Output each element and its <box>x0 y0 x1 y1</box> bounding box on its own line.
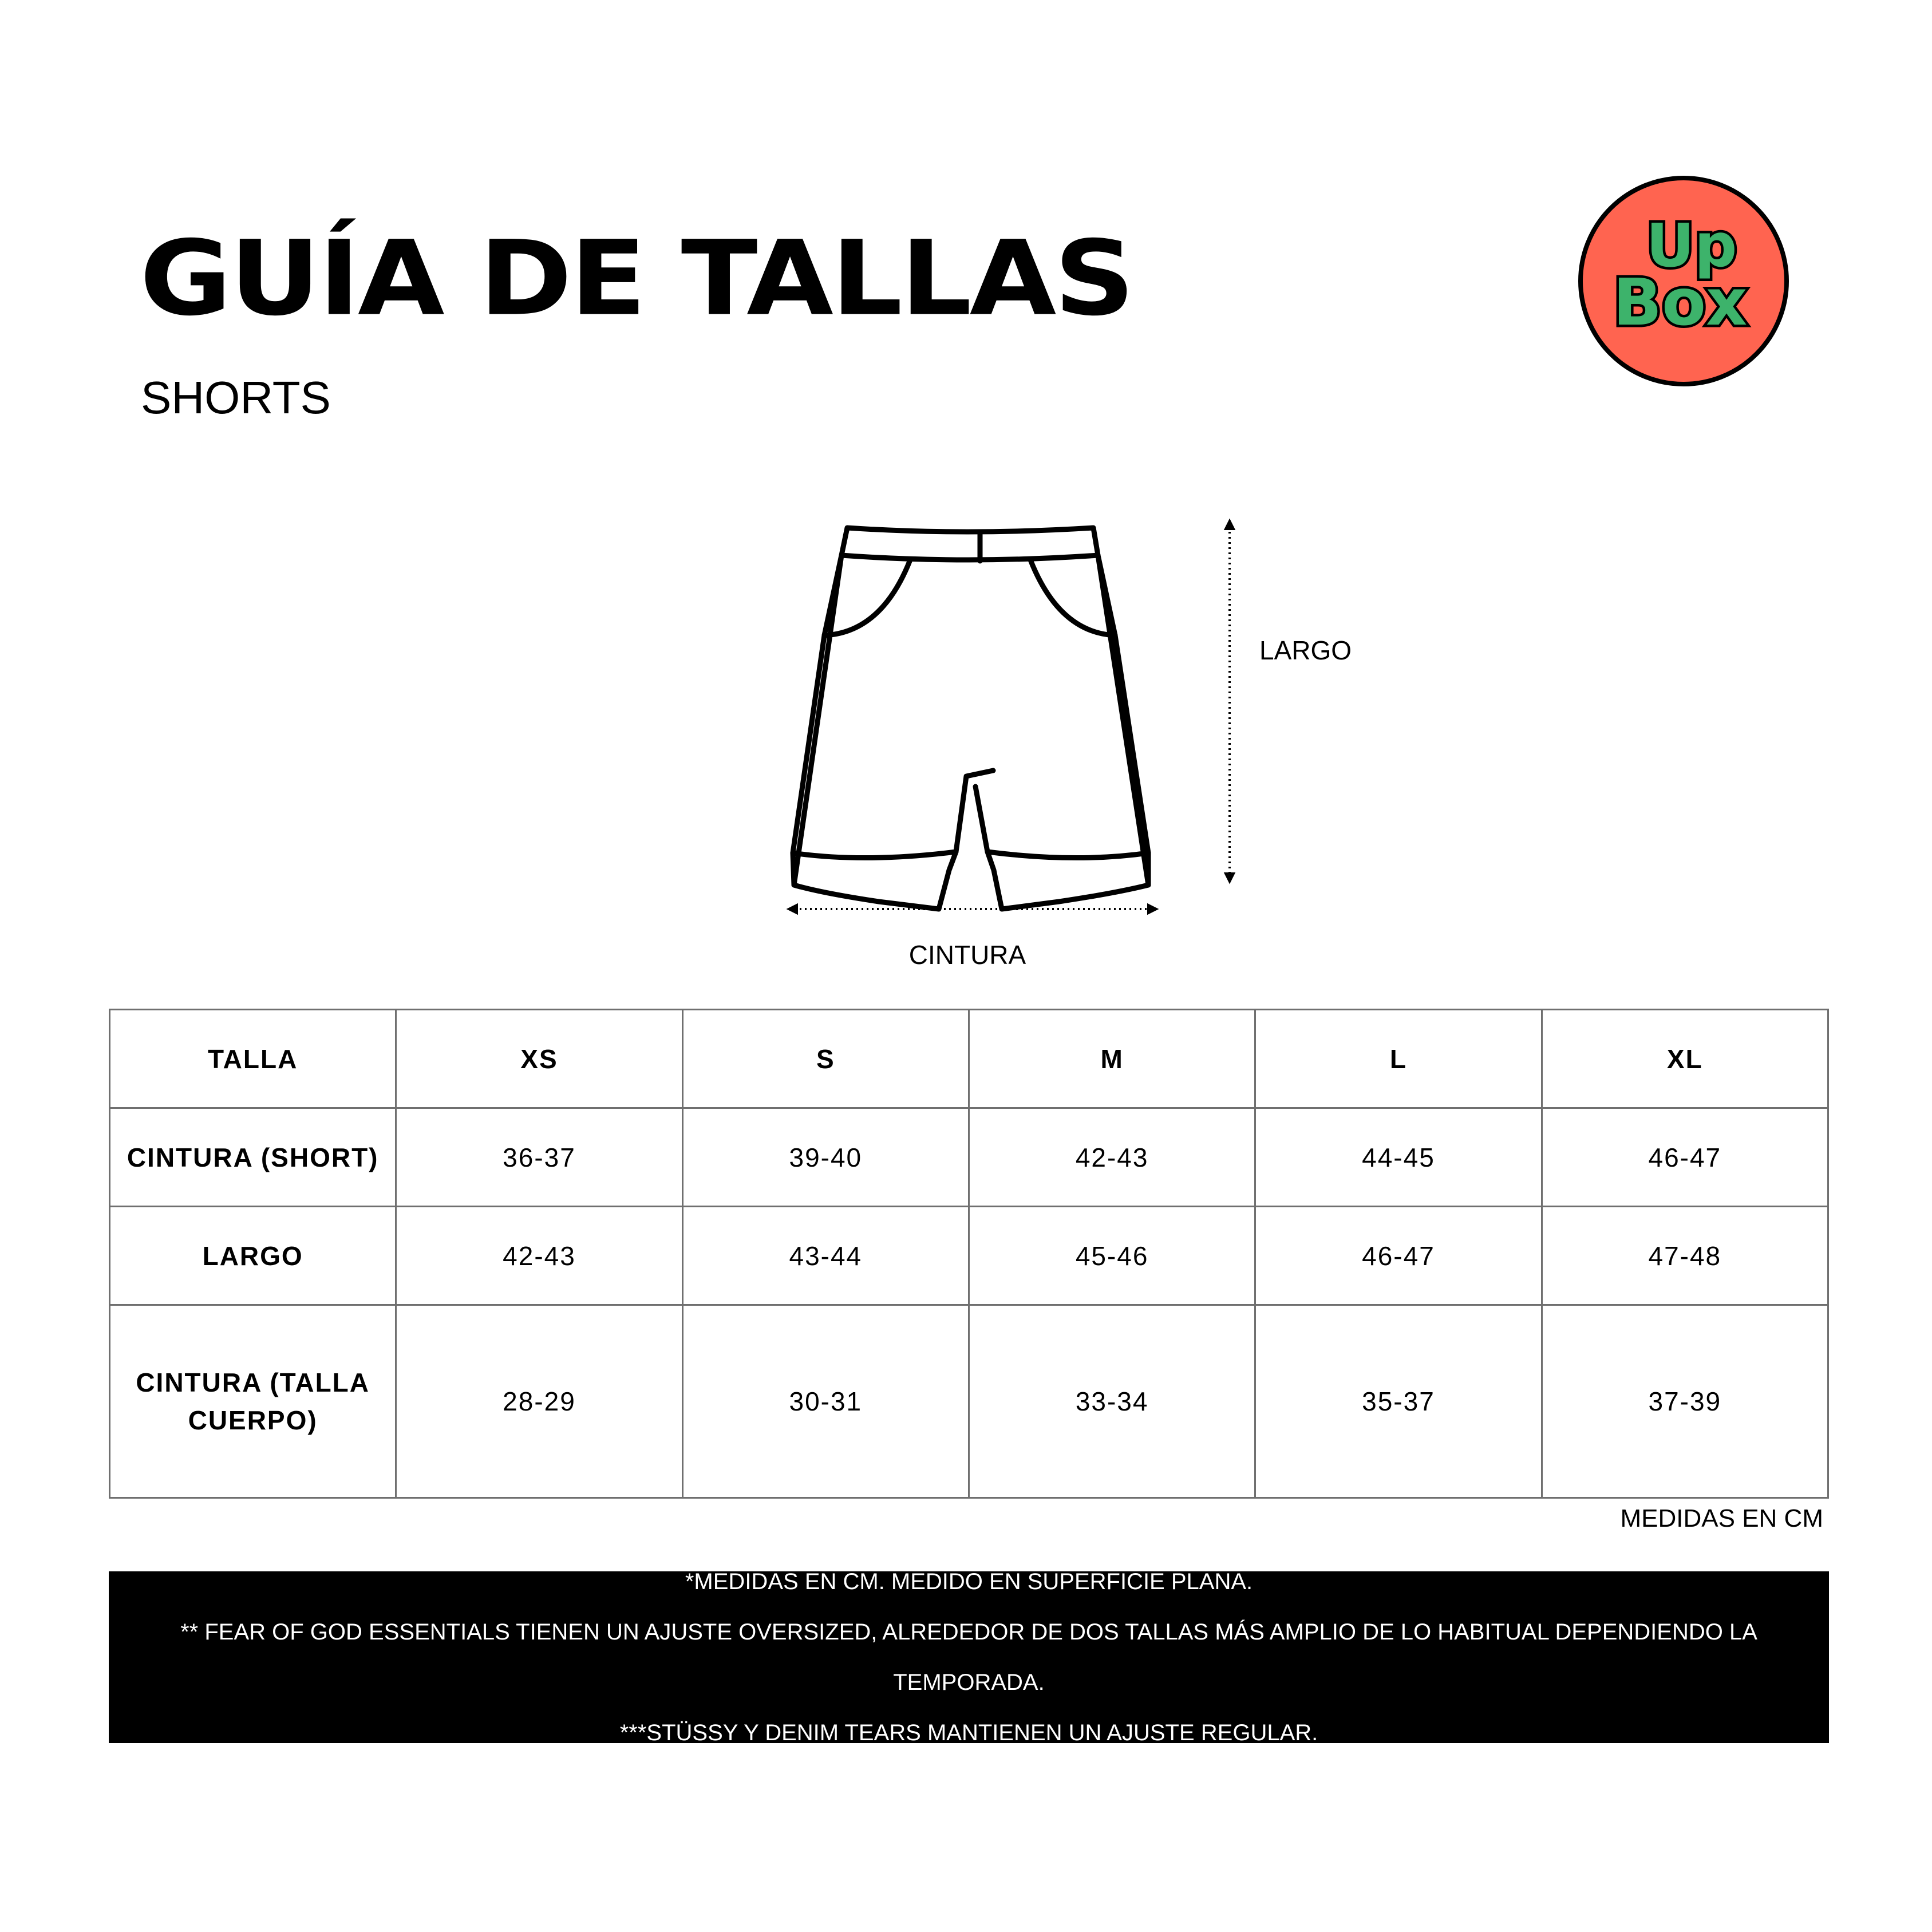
logo-text-up: Up <box>1646 211 1737 280</box>
shorts-icon <box>793 528 1148 909</box>
table-cell: 47-48 <box>1542 1207 1828 1305</box>
row-label: LARGO <box>110 1207 396 1305</box>
upbox-logo <box>1577 175 1790 388</box>
table-header-cell: M <box>969 1010 1255 1108</box>
cintura-label: CINTURA <box>908 940 1026 970</box>
largo-measure-arrow <box>1226 521 1234 882</box>
row-label: CINTURA (TALLA CUERPO) <box>110 1305 396 1498</box>
table-cell: 36-37 <box>396 1108 682 1207</box>
table-row <box>110 1207 1828 1305</box>
table-header-cell: XS <box>396 1010 682 1108</box>
table-row <box>110 1305 1828 1498</box>
table-row <box>110 1108 1828 1207</box>
table-cell: 42-43 <box>969 1108 1255 1207</box>
table-cell: 42-43 <box>396 1207 682 1305</box>
table-cell: 45-46 <box>969 1207 1255 1305</box>
table-cell: 46-47 <box>1542 1108 1828 1207</box>
logo-text-box: Box <box>1613 266 1748 340</box>
largo-label: LARGO <box>1259 635 1352 665</box>
table-cell: 37-39 <box>1542 1305 1828 1498</box>
page-title: GUÍA DE TALLAS <box>140 219 1133 339</box>
units-note: MEDIDAS EN CM <box>1620 1504 1823 1532</box>
table-cell: 43-44 <box>682 1207 969 1305</box>
notes-banner <box>109 1571 1829 1743</box>
page-subtitle: SHORTS <box>141 372 331 423</box>
table-cell: 30-31 <box>682 1305 969 1498</box>
table-header-row <box>110 1010 1828 1108</box>
table-header-cell: S <box>682 1010 969 1108</box>
table-cell: 39-40 <box>682 1108 969 1207</box>
table-header-cell: TALLA <box>110 1010 396 1108</box>
table-cell: 35-37 <box>1255 1305 1542 1498</box>
table-header-cell: L <box>1255 1010 1542 1108</box>
table-cell: 44-45 <box>1255 1108 1542 1207</box>
size-table <box>109 1009 1829 1499</box>
note-line: ***STÜSSY Y DENIM TEARS MANTIENEN UN AJUSTE REGULAR. <box>619 1720 1318 1745</box>
table-cell: 46-47 <box>1255 1207 1542 1305</box>
note-line: *MEDIDAS EN CM. MEDIDO EN SUPERFICIE PLANA. <box>685 1569 1253 1594</box>
table-cell: 33-34 <box>969 1305 1255 1498</box>
cintura-measure-arrow <box>789 905 1156 913</box>
note-line: ** FEAR OF GOD ESSENTIALS TIENEN UN AJUSTE OVERSIZED, ALREDEDOR DE DOS TALLAS MÁS AMPLIO DE LO HABITUAL DEPENDIENDO LA TEMPORADA. <box>180 1619 1757 1695</box>
row-label: CINTURA (SHORT) <box>110 1108 396 1207</box>
table-header-cell: XL <box>1542 1010 1828 1108</box>
table-cell: 28-29 <box>396 1305 682 1498</box>
shorts-diagram <box>767 515 1340 962</box>
